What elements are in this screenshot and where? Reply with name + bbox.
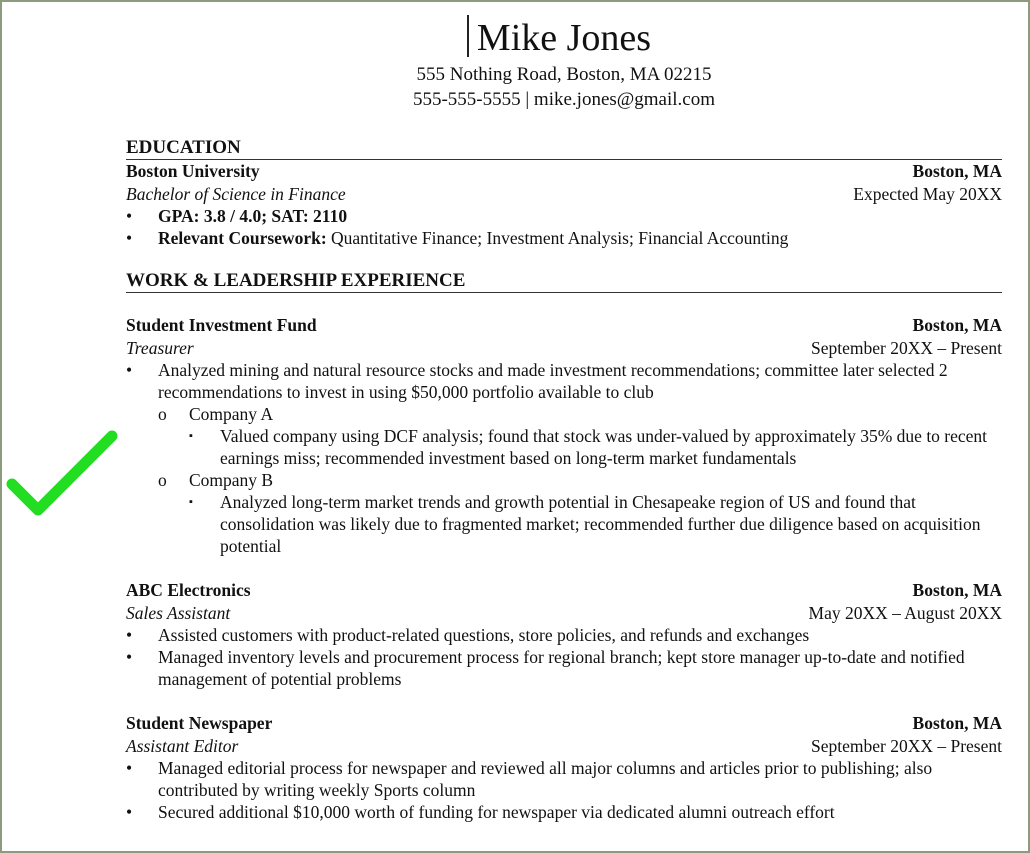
- job-role: Treasurer: [126, 337, 194, 358]
- job-role-row: [126, 602, 1002, 625]
- text-cursor: [467, 15, 469, 57]
- degree: Bachelor of Science in Finance: [126, 183, 346, 204]
- candidate-name: Mike Jones: [476, 17, 652, 59]
- list-item: [126, 227, 1002, 249]
- coursework-list: Quantitative Finance; Investment Analysis; Financial Accounting: [326, 228, 789, 248]
- bullet-dot: •: [126, 647, 133, 667]
- contact-line: 555-555-5555 | mike.jones@gmail.com: [412, 89, 716, 110]
- sub-bullet-text: Company A: [189, 404, 274, 424]
- coursework-label: Relevant Coursework:: [158, 228, 327, 248]
- bullet-dot: •: [126, 228, 133, 248]
- job-dates: May 20XX – August 20XX: [808, 602, 1002, 623]
- job-role: Assistant Editor: [126, 735, 239, 756]
- school-location: Boston, MA: [912, 161, 1002, 181]
- bullet-text: Analyzed mining and natural resource stocks and made investment recommendations; committee later selected 2 recommendations to invest in using $50,000 portfolio available to club: [158, 360, 948, 402]
- job-org: Student Investment Fund: [126, 315, 317, 335]
- job-org: Student Newspaper: [126, 713, 273, 733]
- job-location: Boston, MA: [912, 580, 1002, 600]
- sub-list-item: [158, 469, 1002, 491]
- job-org: ABC Electronics: [126, 580, 251, 600]
- list-item: [126, 801, 1002, 823]
- bullet-dot: •: [126, 206, 133, 226]
- bullet-dot: •: [126, 758, 133, 778]
- sub-sub-list-item: [189, 425, 1002, 469]
- bullet-square: ▪: [189, 430, 193, 442]
- job-role: Sales Assistant: [126, 602, 231, 623]
- checkmark-icon: [4, 426, 124, 526]
- graduation-date: Expected May 20XX: [853, 183, 1002, 204]
- job-role-row: [126, 735, 1002, 758]
- job-location: Boston, MA: [912, 713, 1002, 733]
- job-header-row: [126, 579, 1002, 602]
- experience-heading: WORK & LEADERSHIP EXPERIENCE: [126, 270, 466, 291]
- bullet-text: Secured additional $10,000 worth of funding for newspaper via dedicated alumni outreach effort: [158, 802, 835, 822]
- bullet-square: ▪: [189, 496, 193, 508]
- bullet-dot: •: [126, 360, 133, 380]
- job-dates: September 20XX – Present: [810, 735, 1002, 756]
- list-item: [126, 757, 1002, 801]
- bullet-text: Managed inventory levels and procurement process for regional branch; kept store manager up-to-date and notified management of potential problems: [158, 647, 965, 689]
- sub-list-item: [158, 403, 1002, 425]
- job-dates: September 20XX – Present: [810, 337, 1002, 358]
- sub-bullet-text: Company B: [189, 470, 274, 490]
- list-item: [126, 624, 1002, 646]
- bullet-text: Assisted customers with product-related questions, store policies, and refunds and exchanges: [158, 625, 810, 645]
- list-item: [126, 205, 1002, 227]
- degree-row: [126, 183, 1002, 206]
- bullet-text: Managed editorial process for newspaper and reviewed all major columns and articles prior to publishing; also contributed by writing weekly Sports column: [158, 758, 933, 800]
- job-role-row: [126, 337, 1002, 360]
- job-header-row: [126, 314, 1002, 337]
- bullet-circle: o: [158, 404, 167, 424]
- job-header-row: [126, 712, 1002, 735]
- list-item: [126, 359, 1002, 403]
- address-line: 555 Nothing Road, Boston, MA 02215: [416, 64, 712, 85]
- job-location: Boston, MA: [912, 315, 1002, 335]
- name-header: [126, 14, 1002, 62]
- education-heading: EDUCATION: [126, 137, 241, 158]
- school-name: Boston University: [126, 161, 260, 181]
- list-item: [126, 646, 1002, 690]
- school-row: [126, 160, 1002, 183]
- gpa-text: GPA: 3.8 / 4.0; SAT: 2110: [158, 206, 348, 226]
- bullet-dot: •: [126, 625, 133, 645]
- bullet-circle: o: [158, 470, 167, 490]
- sub-sub-bullet-text: Valued company using DCF analysis; found that stock was under-valued by approximately 35% due to recent earnings miss; recommended investment based on long-term market fundamentals: [220, 426, 988, 468]
- coursework-text: [126, 227, 1002, 249]
- resume-page: [126, 14, 1002, 823]
- bullet-dot: •: [126, 802, 133, 822]
- sub-sub-bullet-text: Analyzed long-term market trends and growth potential in Chesapeake region of US and found that consolidation was likely due to fragmented market; recommended further due diligence based on acquisition potential: [220, 492, 981, 556]
- sub-sub-list-item: [189, 491, 1002, 557]
